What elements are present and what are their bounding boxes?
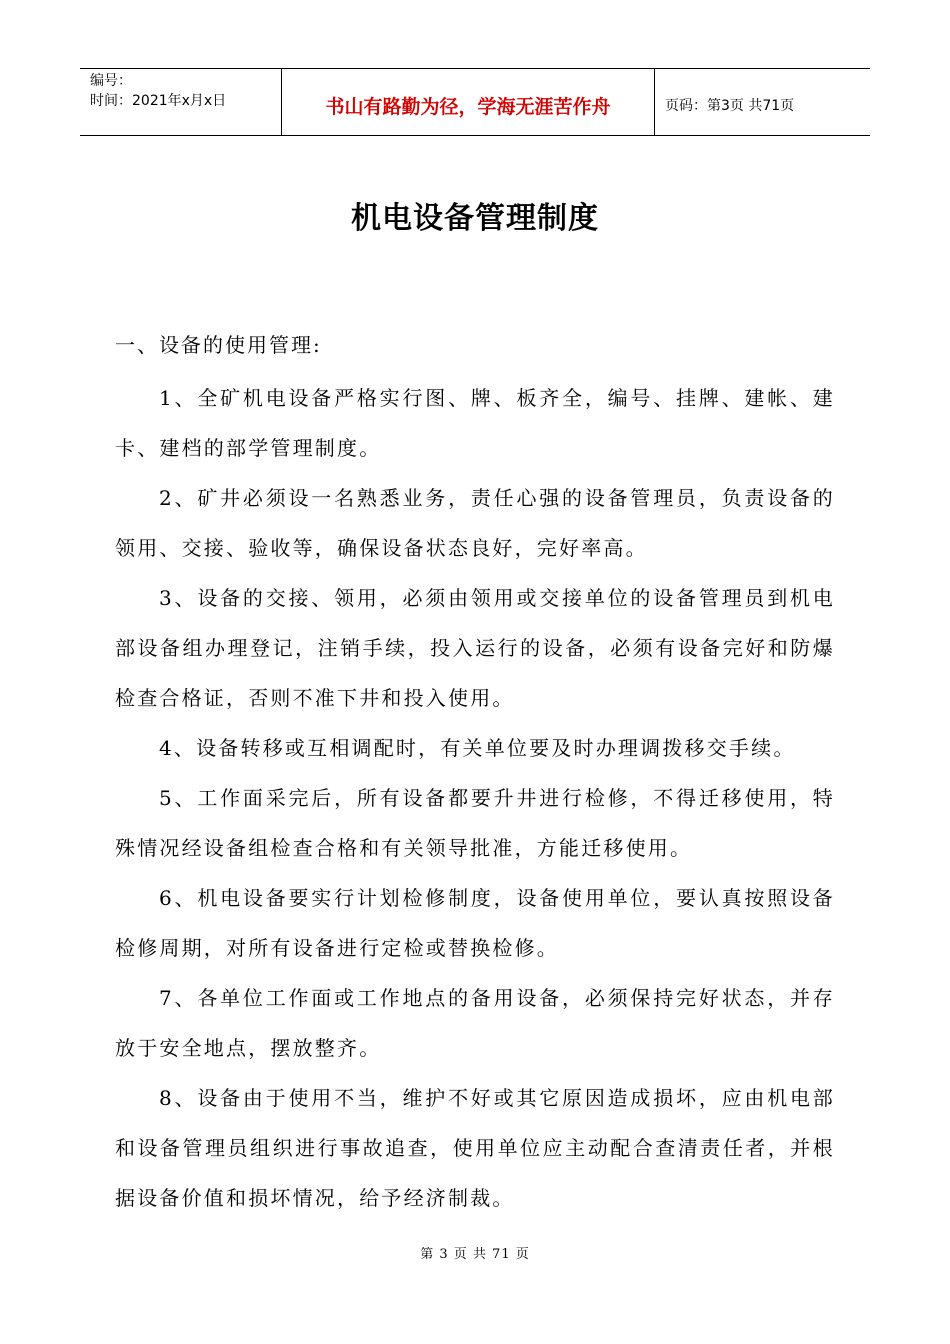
page-footer: 第 3 页 共 71 页 bbox=[420, 1247, 530, 1262]
paragraph: 2、矿井必须设一名熟悉业务，责任心强的设备管理员，负责设备的领用、交接、验收等，确保设备状态良好，完好率高。 bbox=[115, 486, 835, 560]
document-date: 时间：2021年x月x日 bbox=[90, 93, 227, 109]
header-page-info: 页码：第3页 共71页 bbox=[665, 98, 795, 114]
paragraph: 1、全矿机电设备严格实行图、牌、板齐全，编号、挂牌、建帐、建卡、建档的部学管理制度。 bbox=[115, 386, 835, 460]
paragraph: 5、工作面采完后，所有设备都要升井进行检修，不得迁移使用，特殊情况经设备组检查合格和有关领导批准，方能迁移使用。 bbox=[115, 786, 835, 860]
header-meta bbox=[80, 69, 282, 135]
header-motto: 书山有路勤为径，学海无涯苦作舟 bbox=[282, 69, 655, 135]
document-title: 机电设备管理制度 bbox=[351, 201, 599, 236]
section-heading: 一、设备的使用管理: bbox=[115, 333, 322, 357]
paragraph: 3、设备的交接、领用，必须由领用或交接单位的设备管理员到机电部设备组办理登记，注销手续，投入运行的设备，必须有设备完好和防爆检查合格证，否则不准下井和投入使用。 bbox=[115, 586, 835, 710]
paragraph: 7、各单位工作面或工作地点的备用设备，必须保持完好状态，并存放于安全地点，摆放整齐。 bbox=[115, 986, 835, 1060]
document-body bbox=[115, 325, 835, 1223]
paragraph: 6、机电设备要实行计划检修制度，设备使用单位，要认真按照设备检修周期，对所有设备进行定检或替换检修。 bbox=[115, 886, 835, 960]
document-number-label: 编号： bbox=[90, 73, 132, 89]
page-header bbox=[80, 68, 870, 136]
paragraph: 4、设备转移或互相调配时，有关单位要及时办理调拨移交手续。 bbox=[159, 736, 796, 760]
paragraph: 8、设备由于使用不当，维护不好或其它原因造成损坏，应由机电部和设备管理员组织进行事故追查，使用单位应主动配合查清责任者，并根据设备价值和损坏情况，给予经济制裁。 bbox=[115, 1086, 835, 1210]
